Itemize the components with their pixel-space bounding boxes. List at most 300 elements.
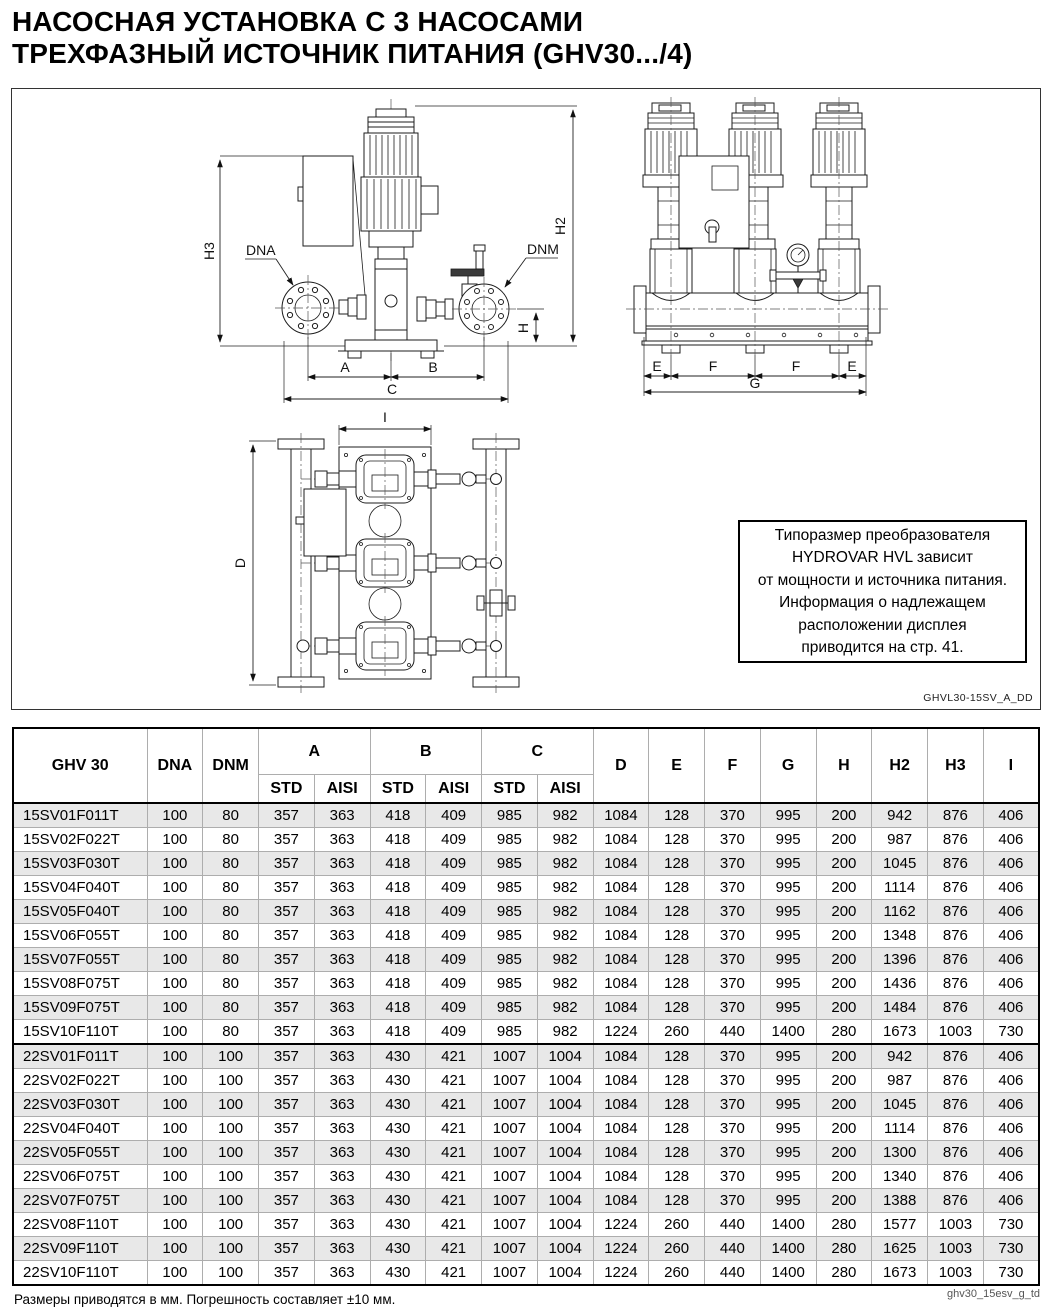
dimension-cell: 128 [649,900,705,924]
dimension-cell: 982 [537,924,593,948]
dimension-cell: 1003 [928,1261,984,1286]
dimension-cell: 260 [649,1213,705,1237]
dimension-cell: 363 [314,1213,370,1237]
dimension-cell: 128 [649,1093,705,1117]
dimension-cell: 363 [314,1117,370,1141]
dimension-cell: 418 [370,803,426,828]
dimension-cell: 995 [760,1069,816,1093]
dimension-cell: 982 [537,828,593,852]
table-row [13,876,1039,900]
dimension-cell: 876 [928,924,984,948]
dimension-cell: 406 [983,1044,1039,1069]
dimension-cell: 100 [147,828,203,852]
table-body [13,803,1039,1285]
dimension-cell: 357 [259,1117,315,1141]
dimension-cell: 1400 [760,1213,816,1237]
dimension-cell: 1400 [760,1261,816,1286]
note-line: от мощности и источника питания. [757,571,1008,589]
dimension-cell: 985 [482,852,538,876]
table-row [13,852,1039,876]
dimension-cell: 200 [816,1093,872,1117]
dimension-cell: 1007 [482,1213,538,1237]
footer-note: Размеры приводятся в мм. Погрешность составляет ±10 мм. [14,1292,396,1307]
dimension-cell: 80 [203,924,259,948]
dimension-cell: 100 [147,1069,203,1093]
model-cell: 22SV05F055T [13,1141,147,1165]
model-cell: 15SV01F011T [13,803,147,828]
dimension-cell: 357 [259,996,315,1020]
dimension-cell: 730 [983,1261,1039,1286]
dimension-cell: 363 [314,828,370,852]
dimension-cell: 995 [760,1189,816,1213]
valve-top-view [477,590,515,616]
dimension-cell: 100 [147,948,203,972]
dimension-cell: 995 [760,803,816,828]
dimension-cell: 200 [816,1189,872,1213]
title-line-1: НАСОСНАЯ УСТАНОВКА С 3 НАСОСАМИ [12,6,584,37]
dimension-cell: 357 [259,1044,315,1069]
dimension-cell: 363 [314,1165,370,1189]
dimension-cell: 100 [147,1093,203,1117]
dimension-cell: 985 [482,972,538,996]
dimension-cell: 730 [983,1237,1039,1261]
dimension-cell: 357 [259,828,315,852]
dimension-cell: 363 [314,924,370,948]
dimension-cell: 982 [537,1020,593,1045]
dimension-cell: 985 [482,803,538,828]
table-row [13,1069,1039,1093]
hydrovar-panel [303,156,353,246]
dimension-cell: 876 [928,876,984,900]
dimension-cell: 260 [649,1020,705,1045]
table-row [13,948,1039,972]
dim-label-d: D [232,557,248,569]
dimension-cell: 80 [203,900,259,924]
dimension-cell: 1003 [928,1020,984,1045]
model-cell: 22SV09F110T [13,1237,147,1261]
dimension-cell: 357 [259,1237,315,1261]
drawing-ref-code: GHVL30-15SV_A_DD [923,692,1033,704]
dimension-cell: 409 [426,828,482,852]
dimension-cell: 985 [482,924,538,948]
dimension-cell: 1224 [593,1261,649,1286]
dimension-cell: 440 [705,1261,761,1286]
table-header [13,728,1039,803]
technical-drawing [11,88,1041,710]
dimension-cell: 363 [314,803,370,828]
dimension-cell: 430 [370,1189,426,1213]
footer-ref: ghv30_15esv_g_td [947,1288,1040,1300]
dimension-cell: 876 [928,1141,984,1165]
dimension-cell: 876 [928,803,984,828]
dimension-cell: 995 [760,924,816,948]
model-cell: 22SV07F075T [13,1189,147,1213]
table-row [13,924,1039,948]
dimension-cell: 128 [649,972,705,996]
model-cell: 22SV04F040T [13,1117,147,1141]
dimension-cell: 363 [314,1189,370,1213]
dimension-cell: 357 [259,852,315,876]
dimension-cell: 363 [314,972,370,996]
dimension-cell: 1084 [593,1093,649,1117]
dimension-cell: 406 [983,900,1039,924]
dimension-cell: 370 [705,876,761,900]
dimension-cell: 1114 [872,1117,928,1141]
dimension-cell: 418 [370,828,426,852]
dimension-cell: 421 [426,1069,482,1093]
dimension-cell: 421 [426,1213,482,1237]
dimension-cell: 1007 [482,1044,538,1069]
dim-label-e2: E [847,358,857,374]
col-header-h3: H3 [928,728,984,803]
dimension-cell: 421 [426,1189,482,1213]
dimension-cell: 1004 [537,1213,593,1237]
col-header-c-std: STD [482,775,538,804]
dimension-cell: 363 [314,1069,370,1093]
dimension-cell: 1084 [593,948,649,972]
dimension-cell: 421 [426,1261,482,1286]
dimensions-table-wrap [12,727,1040,1286]
table-row [13,803,1039,828]
model-cell: 22SV02F022T [13,1069,147,1093]
col-header-dna: DNA [147,728,203,803]
dimension-cell: 260 [649,1237,705,1261]
dimension-cell: 1224 [593,1237,649,1261]
model-cell: 15SV07F055T [13,948,147,972]
dimension-cell: 280 [816,1213,872,1237]
dimension-cell: 200 [816,1069,872,1093]
model-cell: 15SV03F030T [13,852,147,876]
dimension-cell: 1004 [537,1117,593,1141]
dimension-cell: 982 [537,948,593,972]
dimension-cell: 100 [147,1117,203,1141]
dimension-cell: 985 [482,948,538,972]
dim-label-g: G [749,375,761,391]
dimension-cell: 200 [816,1044,872,1069]
dimension-cell: 80 [203,1020,259,1045]
model-cell: 15SV08F075T [13,972,147,996]
dimension-cell: 430 [370,1117,426,1141]
dimension-cell: 80 [203,876,259,900]
dim-label-i: I [383,409,387,425]
dimension-cell: 357 [259,1189,315,1213]
table-row [13,1165,1039,1189]
dimension-cell: 430 [370,1044,426,1069]
dimension-cell: 100 [147,900,203,924]
dimension-cell: 128 [649,924,705,948]
page-title [12,6,693,70]
dimension-cell: 1084 [593,876,649,900]
col-header-b-aisi: AISI [426,775,482,804]
dimension-cell: 987 [872,828,928,852]
flange-dna [275,275,341,341]
col-header-a-aisi: AISI [314,775,370,804]
dimension-cell: 409 [426,972,482,996]
dimension-cell: 100 [147,1020,203,1045]
dimension-cell: 942 [872,803,928,828]
dimension-cell: 876 [928,972,984,996]
dimension-cell: 418 [370,852,426,876]
dimension-cell: 128 [649,1117,705,1141]
dimension-cell: 100 [147,803,203,828]
dimension-cell: 995 [760,1093,816,1117]
dimension-cell: 357 [259,1020,315,1045]
col-header-e: E [649,728,705,803]
dimension-cell: 100 [203,1117,259,1141]
dimension-cell: 80 [203,996,259,1020]
dimension-cell: 200 [816,972,872,996]
dimension-cell: 1003 [928,1213,984,1237]
dimension-cell: 995 [760,1044,816,1069]
dimension-cell: 1084 [593,1141,649,1165]
dimension-cell: 995 [760,1165,816,1189]
dimension-cell: 1114 [872,876,928,900]
dimension-cell: 876 [928,948,984,972]
table-row [13,1020,1039,1045]
dimension-cell: 406 [983,803,1039,828]
dimension-cell: 200 [816,1165,872,1189]
dimension-cell: 1084 [593,828,649,852]
dimension-cell: 200 [816,1117,872,1141]
note-line: приводится на стр. 41. [801,639,964,657]
dimension-cell: 1084 [593,1117,649,1141]
dimension-cell: 363 [314,948,370,972]
dimension-cell: 1577 [872,1213,928,1237]
dimension-cell: 100 [203,1141,259,1165]
table-row [13,828,1039,852]
dimension-cell: 128 [649,803,705,828]
callout-dnm: DNM [527,241,559,257]
dimension-cell: 200 [816,852,872,876]
dimension-cell: 1084 [593,1165,649,1189]
dimension-cell: 1084 [593,924,649,948]
dimension-cell: 80 [203,803,259,828]
table-row [13,1044,1039,1069]
dimension-cell: 876 [928,1165,984,1189]
dimension-cell: 985 [482,828,538,852]
dim-label-c: C [386,381,398,397]
dimension-cell: 100 [203,1189,259,1213]
dimension-cell: 995 [760,996,816,1020]
dimension-cell: 1084 [593,900,649,924]
dimension-cell: 1673 [872,1020,928,1045]
dimension-cell: 1004 [537,1237,593,1261]
dimension-cell: 406 [983,852,1039,876]
dimension-cell: 982 [537,900,593,924]
dimension-cell: 1003 [928,1237,984,1261]
table-row [13,900,1039,924]
col-header-b: B [370,728,482,775]
dimension-cell: 357 [259,948,315,972]
dimension-cell: 280 [816,1237,872,1261]
col-header-a-std: STD [259,775,315,804]
col-header-dnm: DNM [203,728,259,803]
dimension-cell: 100 [147,1044,203,1069]
dim-label-b: B [428,359,438,375]
dimension-cell: 995 [760,1117,816,1141]
table-row [13,1093,1039,1117]
dimension-cell: 1084 [593,996,649,1020]
dimension-cell: 200 [816,924,872,948]
dimension-cell: 985 [482,900,538,924]
dimension-cell: 1084 [593,1044,649,1069]
dimension-cell: 357 [259,1141,315,1165]
hydrovar-note-box [738,520,1027,663]
dimension-cell: 440 [705,1020,761,1045]
dimension-cell: 357 [259,1213,315,1237]
dimension-cell: 406 [983,1117,1039,1141]
dimension-cell: 430 [370,1261,426,1286]
dimension-cell: 406 [983,924,1039,948]
dimension-cell: 406 [983,828,1039,852]
dimension-cell: 421 [426,1117,482,1141]
dimension-cell: 995 [760,948,816,972]
dimension-cell: 409 [426,803,482,828]
dimension-cell: 406 [983,1189,1039,1213]
dimension-cell: 1224 [593,1213,649,1237]
dimension-cell: 430 [370,1069,426,1093]
table-row [13,972,1039,996]
dimension-cell: 406 [983,972,1039,996]
dimension-cell: 1004 [537,1261,593,1286]
dimension-cell: 200 [816,948,872,972]
dimension-cell: 363 [314,1237,370,1261]
dimension-cell: 1388 [872,1189,928,1213]
dimension-cell: 982 [537,803,593,828]
front-view [201,99,577,403]
dimension-cell: 128 [649,852,705,876]
model-cell: 15SV05F040T [13,900,147,924]
dimension-cell: 409 [426,900,482,924]
dimension-cell: 100 [147,1165,203,1189]
dimension-cell: 1004 [537,1189,593,1213]
dimension-cell: 1004 [537,1165,593,1189]
dimension-cell: 995 [760,828,816,852]
dimension-cell: 363 [314,1141,370,1165]
dimension-cell: 876 [928,852,984,876]
dimension-cell: 985 [482,876,538,900]
dimension-cell: 80 [203,828,259,852]
dimension-cell: 370 [705,972,761,996]
dimension-cell: 280 [816,1020,872,1045]
dimension-cell: 418 [370,924,426,948]
dimension-cell: 876 [928,828,984,852]
model-cell: 15SV06F055T [13,924,147,948]
dimension-cell: 1007 [482,1093,538,1117]
dimension-cell: 1400 [760,1020,816,1045]
dimension-cell: 1340 [872,1165,928,1189]
dimension-cell: 1045 [872,1093,928,1117]
dimension-cell: 421 [426,1141,482,1165]
dimension-cell: 1484 [872,996,928,1020]
dimension-cell: 80 [203,972,259,996]
dimension-cell: 80 [203,948,259,972]
dimension-cell: 987 [872,1069,928,1093]
dimension-cell: 995 [760,1141,816,1165]
dimension-cell: 406 [983,948,1039,972]
dimension-cell: 363 [314,996,370,1020]
dimension-cell: 370 [705,924,761,948]
dimension-cell: 370 [705,828,761,852]
dimension-cell: 357 [259,924,315,948]
dimension-cell: 406 [983,1069,1039,1093]
dimension-cell: 409 [426,1020,482,1045]
dimension-cell: 409 [426,876,482,900]
top-view [232,409,519,693]
dimension-cell: 128 [649,876,705,900]
pump-top-3 [301,616,502,676]
dimension-cell: 200 [816,828,872,852]
dimension-cell: 363 [314,1261,370,1286]
table-row [13,1261,1039,1286]
dimension-cell: 421 [426,1044,482,1069]
dimension-cell: 100 [203,1261,259,1286]
dimension-cell: 370 [705,1044,761,1069]
table-row [13,1237,1039,1261]
dimension-cell: 370 [705,900,761,924]
dimension-cell: 370 [705,1189,761,1213]
dimension-cell: 406 [983,1165,1039,1189]
dimension-cell: 128 [649,996,705,1020]
dimension-cell: 1625 [872,1237,928,1261]
dimension-cell: 876 [928,1189,984,1213]
dimension-cell: 406 [983,876,1039,900]
dimension-cell: 1004 [537,1093,593,1117]
model-cell: 22SV01F011T [13,1044,147,1069]
dimension-cell: 418 [370,900,426,924]
dimension-cell: 406 [983,996,1039,1020]
panel-top-view [304,489,346,556]
model-cell: 22SV06F075T [13,1165,147,1189]
dimension-cell: 995 [760,852,816,876]
dimension-cell: 1436 [872,972,928,996]
dimension-cell: 357 [259,972,315,996]
dimension-cell: 1045 [872,852,928,876]
dimension-cell: 128 [649,948,705,972]
dimension-cell: 1004 [537,1044,593,1069]
dimension-cell: 985 [482,996,538,1020]
dimension-cell: 100 [147,1213,203,1237]
dimension-cell: 430 [370,1141,426,1165]
dimension-cell: 985 [482,1020,538,1045]
note-line: Информация о надлежащем [779,594,986,612]
side-view [626,97,888,396]
col-header-f: F [705,728,761,803]
dimension-cell: 200 [816,803,872,828]
dim-label-h3: H3 [201,242,217,260]
col-header-h: H [816,728,872,803]
dimension-cell: 406 [983,1141,1039,1165]
dimension-cell: 100 [147,924,203,948]
dimension-cell: 418 [370,948,426,972]
dimension-cell: 942 [872,1044,928,1069]
dimension-cell: 370 [705,948,761,972]
note-line: расположении дисплея [798,616,967,634]
col-header-g: G [760,728,816,803]
dimension-cell: 1004 [537,1141,593,1165]
dimension-cell: 1004 [537,1069,593,1093]
dimension-cell: 370 [705,1117,761,1141]
dimension-cell: 1162 [872,900,928,924]
dimension-cell: 363 [314,900,370,924]
dimension-cell: 876 [928,1117,984,1141]
dimension-cell: 876 [928,900,984,924]
model-cell: 15SV02F022T [13,828,147,852]
dim-label-f1: F [708,358,718,374]
dimension-cell: 876 [928,1093,984,1117]
dimension-cell: 363 [314,1093,370,1117]
dimension-cell: 409 [426,948,482,972]
